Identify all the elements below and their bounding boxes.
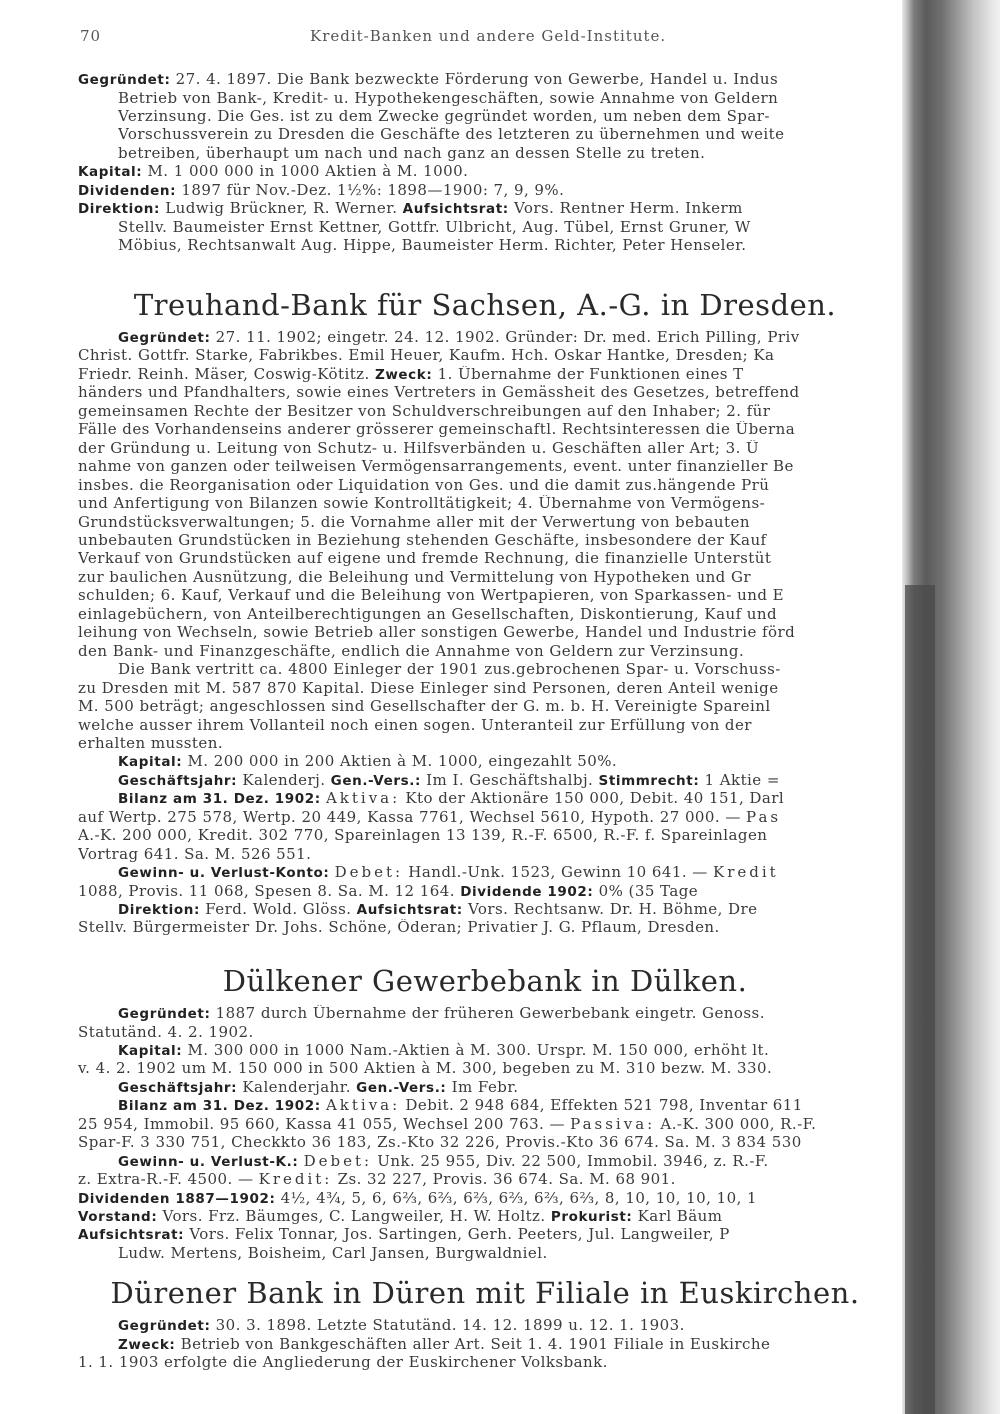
field-label: Dividende 1902: [460, 883, 594, 900]
field-label: Gen.-Vers.: [356, 1079, 447, 1096]
section-title: Dülkener Gewerbebank in Dülken. [222, 964, 748, 998]
field-label: Vorstand: [78, 1209, 158, 1225]
text-line [118, 145, 938, 163]
text-line [118, 1317, 938, 1335]
line-text: Handl.-Unk. 1523, Gewinn 10 641. — [403, 864, 713, 881]
line-text: v. 4. 2. 1902 um M. 150 000 in 500 Aktien à M. 300, begeben zu M. 310 bezw. M. 330. [78, 1060, 773, 1078]
line-text: Die Bank vertritt ca. 4800 Einleger der 1901 zus.gebrochenen Spar- u. Vorschuss- [118, 661, 781, 679]
text-line [118, 864, 938, 882]
field-label: Geschäftsjahr: [118, 772, 238, 789]
field-label: Kapital: [118, 754, 183, 771]
text-line [118, 1079, 938, 1097]
spaced-label: Kredit [712, 864, 779, 881]
field-label: Aufsichtsrat: [78, 1227, 185, 1244]
line-text: 4½, 4¾, 5, 6, 6⅔, 6⅔, 6⅔, 6⅔, 6⅔, 6⅔, 8, 10, 10, 10, 10, 1 [275, 1189, 758, 1207]
text-line [118, 1245, 938, 1263]
text-line [78, 1024, 898, 1042]
line-text: Zs. 32 227, Provis. 36 674. Sa. M. 68 901. [332, 1171, 676, 1188]
text-line [78, 71, 898, 89]
line-text: Verkauf von Grundstücken auf eigene und fremde Rechnung, die finanzielle Unterstüt [78, 550, 772, 568]
running-title: Kredit-Banken und andere Geld-Institute. [310, 27, 667, 45]
section-title: Dürener Bank in Düren mit Filiale in Euskirchen. [110, 1276, 860, 1310]
text-line [78, 827, 898, 845]
line-text: erhalten mussten. [78, 734, 224, 752]
line-text: Im Febr. [446, 1078, 519, 1096]
spaced-label: Debet: [334, 864, 404, 881]
text-line [118, 108, 938, 126]
field-label: Gewinn- u. Verlust-Konto: [118, 865, 330, 881]
field-label: Direktion: [118, 901, 200, 918]
field-label: Gegründet: [118, 330, 211, 346]
text-line [118, 1005, 938, 1023]
line-text: händers und Pfandhalters, sowie eines Vertreters in Gemässheit des Gesetzes, betreffend [78, 384, 800, 402]
text-line [78, 587, 898, 605]
text-line [78, 735, 898, 753]
field-label: Zweck: [118, 1336, 176, 1353]
text-line [78, 1208, 898, 1226]
line-text: Vorschussverein zu Dresden die Geschäfte des letzteren zu übernehmen und weite [118, 126, 785, 144]
line-text: Karl Bäum [632, 1208, 723, 1225]
line-text: M. 1 000 000 in 1000 Aktien à M. 1000. [142, 163, 469, 181]
line-text: Vors. Rechtsanw. Dr. H. Böhme, Dre [462, 900, 758, 918]
text-line [78, 883, 898, 901]
line-text: Betrieb von Bank-, Kredit- u. Hypothekengeschäften, sowie Annahme von Geldern [118, 89, 779, 107]
line-text: Vors. Frz. Bäumges, C. Langweiler, H. W. Holtz. [157, 1208, 551, 1225]
line-text: Ludw. Mertens, Boisheim, Carl Jansen, Burgwaldniel. [118, 1244, 548, 1262]
field-label: Gen.-Vers.: [330, 772, 421, 789]
field-label: Aufsichtsrat: [356, 901, 463, 918]
text-line [78, 1060, 898, 1078]
line-text: Stellv. Baumeister Ernst Kettner, Gottfr. Ulbricht, Aug. Tübel, Ernst Gruner, W [118, 218, 751, 236]
line-text: schulden; 6. Kauf, Verkauf und die Beleihung von Wertpapieren, von Sparkassen- und E [78, 587, 785, 605]
spaced-label: Passiva: [570, 1115, 656, 1133]
text-line [118, 1042, 938, 1060]
text-line [78, 919, 898, 937]
field-label: Dividenden: [78, 182, 177, 199]
line-text: betreiben, überhaupt um nach und nach ganz an dessen Stelle zu treten. [118, 144, 706, 162]
line-text: 1. Übernahme der Funktionen eines T [432, 365, 744, 383]
text-line [78, 809, 898, 827]
text-line [78, 680, 898, 698]
text-line [78, 717, 898, 735]
field-label: Aufsichtsrat: [402, 201, 509, 218]
line-text: und Anfertigung von Bilanzen sowie Kontrolltätigkeit; 4. Übernahme von Vermögens- [78, 495, 766, 512]
line-text: den Bank- und Finanzgeschäfte, endlich die Annahme von Geldern zur Verzinsung. [78, 642, 745, 660]
line-text: Christ. Gottfr. Starke, Fabrikbes. Emil Heuer, Kaufm. Hch. Oskar Hantke, Dresden; Ka [78, 347, 775, 365]
text-line [118, 1097, 938, 1115]
text-line [118, 661, 938, 679]
field-label: Bilanz am 31. Dez. 1902: [118, 791, 321, 808]
spaced-label: Kredit: [258, 1171, 333, 1188]
line-text: M. 300 000 in 1000 Nam.-Aktien à M. 300. Urspr. M. 150 000, erhöht lt. [182, 1041, 770, 1059]
text-line [78, 1116, 898, 1134]
line-text: 27. 4. 1897. Die Bank bezweckte Förderung von Gewerbe, Handel u. Indus [170, 71, 779, 88]
line-text: 1. 1. 1903 erfolgte die Angliederung der Euskirchener Volksbank. [78, 1353, 608, 1371]
field-label: Bilanz am 31. Dez. 1902: [118, 1098, 321, 1115]
line-text: 27. 11. 1902; eingetr. 24. 12. 1902. Gründer: Dr. med. Erich Pilling, Priv [210, 329, 800, 346]
text-line [118, 237, 938, 255]
line-text: A.-K. 300 000, R.-F. [655, 1115, 817, 1133]
line-text: 1897 für Nov.-Dez. 1½%: 1898—1900: 7, 9, 9%. [176, 181, 565, 199]
line-text: 0% (35 Tage [593, 882, 699, 900]
line-text: M. 500 beträgt; angeschlossen sind Gesellschafter der G. m. b. H. Vereinigte Spareinl [78, 698, 771, 715]
line-text: Möbius, Rechtsanwalt Aug. Hippe, Baumeister Herm. Richter, Peter Henseler. [118, 237, 747, 254]
line-text: A.-K. 200 000, Kredit. 302 770, Spareinlagen 13 139, R.-F. 6500, R.-F. f. Spareinlagen [78, 827, 768, 845]
text-line [118, 90, 938, 108]
line-text: 25 954, Immobil. 95 660, Kassa 41 055, Wechsel 200 763. — [78, 1115, 571, 1133]
text-line [118, 1336, 938, 1354]
spaced-label: Debet: [303, 1152, 373, 1170]
text-line [78, 477, 898, 495]
line-text: Betrieb von Bankgeschäften aller Art. Seit 1. 4. 1901 Filiale in Euskirche [175, 1335, 771, 1353]
line-text: gemeinsamen Rechte der Besitzer von Schuldverschreibungen auf den Inhaber; 2. für [78, 402, 771, 420]
line-text: 1887 durch Übernahme der früheren Gewerbebank eingetr. Genoss. [210, 1005, 765, 1022]
line-text: 1088, Provis. 11 068, Spesen 8. Sa. M. 12 164. [78, 882, 461, 900]
field-label: Zweck: [374, 366, 433, 383]
binding-shadow [905, 585, 935, 1414]
section-title: Treuhand-Bank für Sachsen, A.-G. in Dresden. [133, 288, 837, 322]
line-text: Debit. 2 948 684, Effekten 521 798, Inventar 611 [400, 1097, 803, 1115]
text-line [78, 182, 898, 200]
field-label: Gegründet: [118, 1006, 211, 1022]
line-text: Im I. Geschäftshalbj. [420, 771, 599, 789]
text-line [118, 772, 938, 790]
text-line [78, 1134, 898, 1152]
field-label: Gewinn- u. Verlust-K.: [118, 1153, 299, 1170]
text-line [78, 1226, 898, 1244]
text-line [78, 366, 898, 384]
text-line [118, 1153, 938, 1171]
field-label: Geschäftsjahr: [118, 1079, 238, 1096]
field-label: Prokurist: [550, 1209, 633, 1225]
line-text: Vors. Felix Tonnar, Jos. Sartingen, Gerh. Peeters, Jul. Langweiler, P [184, 1226, 730, 1244]
line-text: leihung von Wechseln, sowie Betrieb aller sonstigen Gewerbe, Handel und Industrie förd [78, 624, 796, 642]
page-number: 70 [80, 27, 102, 45]
line-text: zur baulichen Ausnützung, die Beleihung und Vermittelung von Hypotheken und Gr [78, 568, 752, 586]
line-text: Fälle des Vorhandenseins anderer grösserer gemeinschaftl. Rechtsinteressen die Überna [78, 421, 796, 439]
text-line [78, 1190, 898, 1208]
field-label: Gegründet: [78, 72, 171, 88]
line-text: Ludwig Brückner, R. Werner. [160, 200, 403, 218]
line-text: insbes. die Reorganisation oder Liquidation von Ges. und die damit zus.hängende Prü [78, 476, 770, 494]
line-text: unbebauten Grundstücken in Beziehung stehenden Geschäfte, insbesondere der Kauf [78, 532, 767, 549]
line-text: zu Dresden mit M. 587 870 Kapital. Diese Einleger sind Personen, deren Anteil wenige [78, 679, 779, 697]
line-text: Kalenderj. [237, 771, 331, 789]
text-line [118, 219, 938, 237]
text-line [78, 698, 898, 716]
text-line [78, 643, 898, 661]
text-line [78, 403, 898, 421]
line-text: einlagebüchern, von Anteilberechtigungen an Gesellschaften, Diskontierung, Kauf und [78, 605, 778, 623]
text-line [118, 753, 938, 771]
text-line [78, 1354, 898, 1372]
text-line [78, 569, 898, 587]
line-text: 1 Aktie = [699, 771, 780, 789]
text-line [78, 606, 898, 624]
field-label: Stimmrecht: [598, 772, 700, 789]
line-text: Spar-F. 3 330 751, Checkkto 36 183, Zs.-Kto 32 226, Provis.-Kto 36 674. Sa. M. 3 834 530 [78, 1134, 802, 1152]
line-text: Unk. 25 955, Div. 22 500, Immobil. 3946, z. R.-F. [372, 1152, 769, 1170]
spaced-label: Aktiva: [325, 1097, 401, 1115]
line-text: Kto der Aktionäre 150 000, Debit. 40 151, Darl [400, 790, 785, 808]
line-text: welche ausser ihrem Vollanteil noch einen sogen. Unteranteil zur Erfüllung von der [78, 716, 752, 734]
text-line [78, 550, 898, 568]
line-text: 30. 3. 1898. Letzte Statutänd. 14. 12. 1899 u. 12. 1. 1903. [210, 1317, 685, 1334]
line-text: auf Wertp. 275 578, Wertp. 20 449, Kassa 7761, Wechsel 5610, Hypoth. 27 000. — [78, 808, 747, 826]
line-text: nahme von ganzen oder teilweisen Vermögensarrangements, event. unter finanzieller Be [78, 458, 794, 476]
field-label: Gegründet: [118, 1318, 211, 1334]
field-label: Kapital: [78, 164, 143, 181]
line-text: z. Extra-R.-F. 4500. — [78, 1171, 259, 1188]
line-text: Statutänd. 4. 2. 1902. [78, 1023, 254, 1041]
text-line [78, 532, 898, 550]
text-line [78, 624, 898, 642]
text-line [78, 163, 898, 181]
text-line [118, 126, 938, 144]
line-text: Verzinsung. Die Ges. ist zu dem Zwecke gegründet worden, um neben dem Spar- [118, 107, 770, 125]
line-text: Friedr. Reinh. Mäser, Coswig-Kötitz. [78, 365, 375, 383]
text-line [78, 514, 898, 532]
field-label: Direktion: [78, 201, 160, 218]
line-text: Vors. Rentner Herm. Inkerm [508, 200, 743, 218]
text-line [78, 347, 898, 365]
text-line [78, 384, 898, 402]
line-text: der Gründung u. Leitung von Schutz- u. Hilfsverbänden u. Geschäften aller Art; 3. Ü [78, 439, 760, 457]
line-text: Grundstücksverwaltungen; 5. die Vornahme aller mit der Verwertung von bebauten [78, 513, 750, 531]
line-text: Ferd. Wold. Glöss. [200, 900, 357, 918]
text-line [78, 421, 898, 439]
text-line [78, 200, 898, 218]
line-text: Vortrag 641. Sa. M. 526 551. [78, 845, 312, 863]
spaced-label: Aktiva: [325, 790, 401, 808]
text-line [118, 329, 938, 347]
line-text: M. 200 000 in 200 Aktien à M. 1000, eingezahlt 50%. [182, 753, 618, 771]
text-line [78, 1171, 898, 1189]
field-label: Kapital: [118, 1042, 183, 1059]
text-line [78, 440, 898, 458]
text-line [78, 495, 898, 513]
line-text: Kalenderjahr. [237, 1078, 357, 1096]
text-line [118, 790, 938, 808]
line-text: Stellv. Bürgermeister Dr. Johs. Schöne, Öderan; Privatier J. G. Pflaum, Dresden. [78, 919, 720, 937]
text-line [78, 458, 898, 476]
spaced-label: Pas [746, 808, 782, 826]
text-line [118, 901, 938, 919]
text-line [78, 846, 898, 864]
field-label: Dividenden 1887—1902: [78, 1190, 276, 1207]
